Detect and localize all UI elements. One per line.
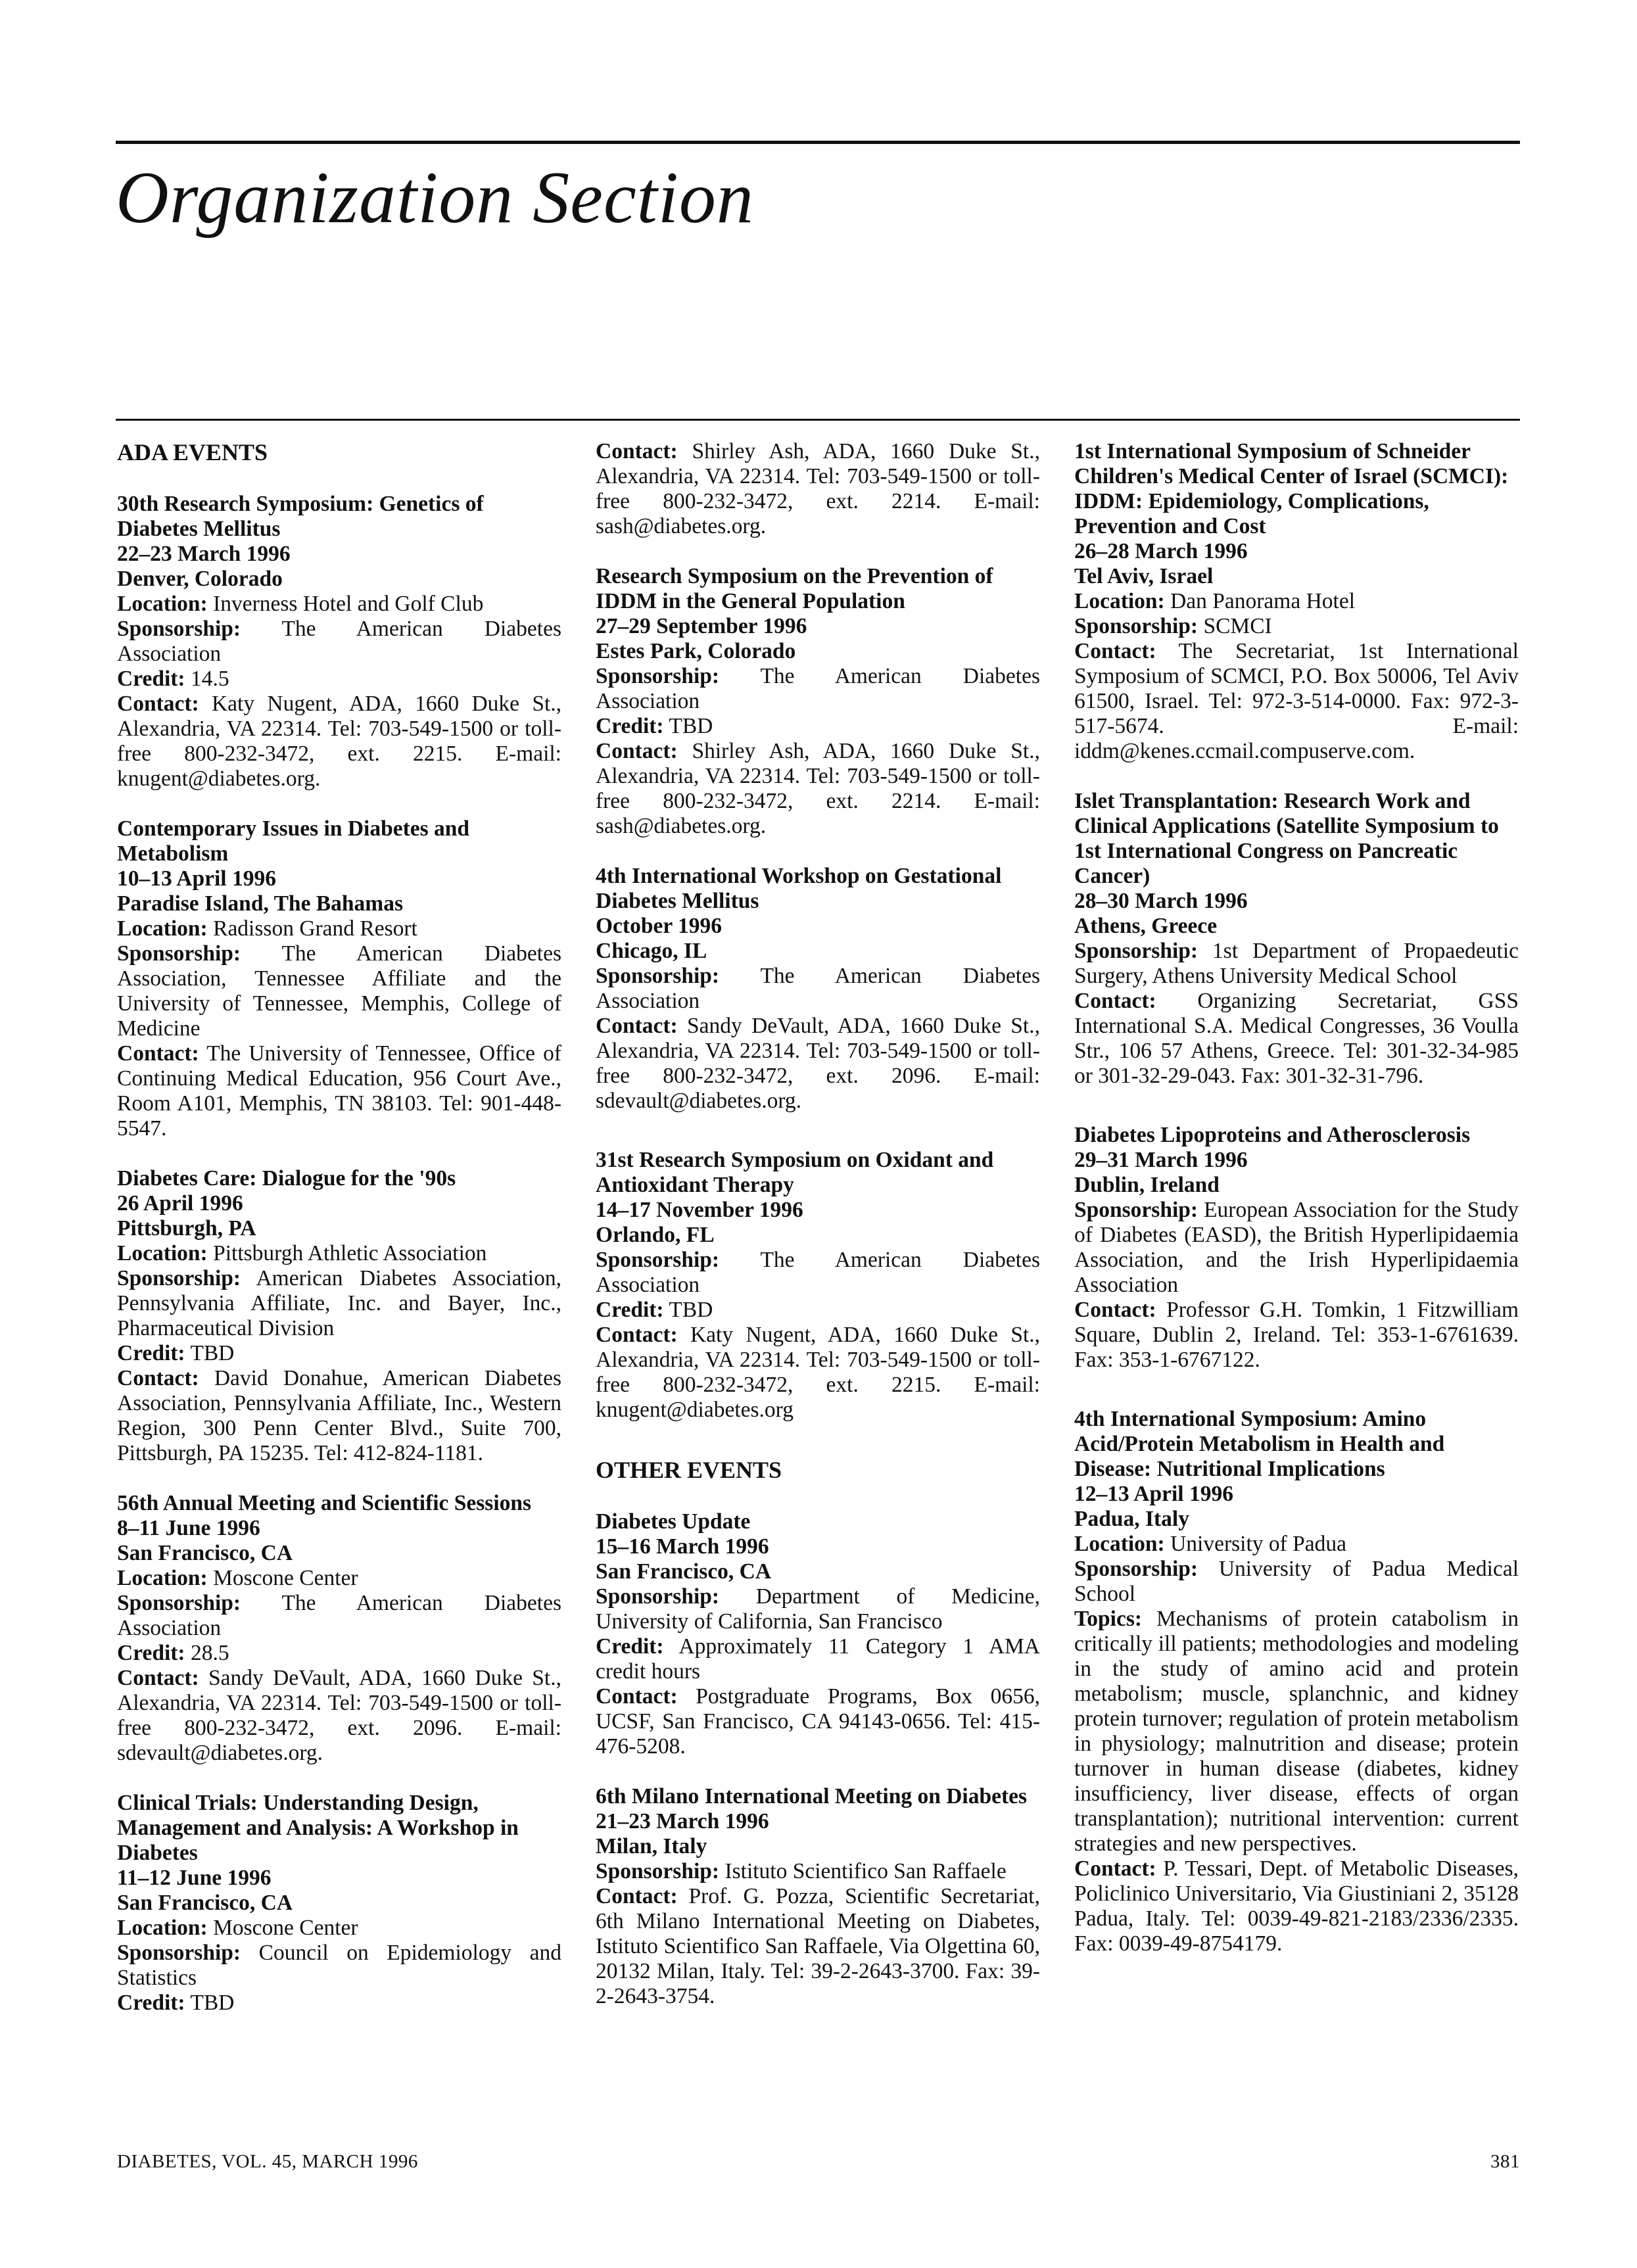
field-value: Radisson Grand Resort bbox=[213, 916, 417, 941]
event-place: Padua, Italy bbox=[1074, 1507, 1189, 1531]
event-title: Diabetes Care: Dialogue for the '90s bbox=[117, 1166, 456, 1191]
event-field bbox=[1074, 1298, 1519, 1373]
field-label: Contact: bbox=[596, 439, 678, 463]
event-title: 6th Milano International Meeting on Diabetes bbox=[596, 1784, 1028, 1808]
event-entry bbox=[596, 564, 1040, 839]
field-label: Sponsorship: bbox=[596, 664, 720, 688]
field-label: Location: bbox=[117, 916, 208, 941]
field-label: Location: bbox=[117, 1916, 208, 1940]
field-value: Moscone Center bbox=[213, 1916, 358, 1940]
event-title: 30th Research Symposium: Genetics of Diabetes Mellitus bbox=[117, 492, 484, 541]
field-value: TBD bbox=[190, 1341, 235, 1365]
field-value: The American Diabetes Association bbox=[596, 664, 1040, 713]
event-field bbox=[117, 1941, 561, 1991]
event-title: Islet Transplantation: Research Work and Clinical Applications (Satellite Symposium to 1st International Congress on Pancreatic Cancer) bbox=[1074, 789, 1499, 888]
event-date: 27–29 September 1996 bbox=[596, 614, 807, 638]
field-value: TBD bbox=[669, 714, 713, 738]
field-value: Shirley Ash, ADA, 1660 Duke St., Alexandria, VA 22314. Tel: 703-549-1500 or toll-free 800-232-3472, ext. 2214. E-mail: sash@diabetes.org. bbox=[596, 439, 1040, 538]
event-field bbox=[1074, 939, 1519, 989]
field-value: SCMCI bbox=[1203, 614, 1272, 638]
event-field bbox=[117, 1916, 561, 1941]
event-date: October 1996 bbox=[596, 914, 722, 938]
field-label: Credit: bbox=[117, 667, 185, 691]
event-field bbox=[596, 1684, 1040, 1759]
field-value: Council on Epidemiology and Statistics bbox=[117, 1941, 561, 1990]
field-value: TBD bbox=[190, 1991, 235, 2015]
event-entry bbox=[117, 492, 561, 791]
event-entry bbox=[1074, 1407, 1519, 1956]
field-value: University of Padua bbox=[1170, 1532, 1347, 1556]
field-label: Sponsorship: bbox=[1074, 1557, 1198, 1581]
field-value: University of Padua Medical School bbox=[1074, 1557, 1519, 1606]
event-field bbox=[596, 1248, 1040, 1298]
event-place: Estes Park, Colorado bbox=[596, 639, 796, 663]
field-value: 28.5 bbox=[190, 1641, 229, 1665]
column-3 bbox=[1074, 439, 1519, 1981]
field-value: Istituto Scientifico San Raffaele bbox=[724, 1859, 1007, 1883]
field-value: The American Diabetes Association, Tennessee Affiliate and the University of Tennessee, Memphis, College of Medicine bbox=[117, 941, 561, 1041]
field-label: Contact: bbox=[117, 1041, 199, 1066]
event-date: 11–12 June 1996 bbox=[117, 1866, 272, 1890]
field-label: Sponsorship: bbox=[596, 1859, 720, 1883]
field-value: Moscone Center bbox=[213, 1566, 358, 1590]
top-rule bbox=[116, 141, 1520, 144]
event-title: 4th International Workshop on Gestational Diabetes Mellitus bbox=[596, 864, 1002, 913]
field-value: Inverness Hotel and Golf Club bbox=[213, 592, 484, 616]
footer-journal: DIABETES, VOL. 45, MARCH 1996 bbox=[117, 2151, 418, 2172]
field-label: Credit: bbox=[596, 1634, 664, 1659]
event-title: Diabetes Lipoproteins and Atherosclerosis bbox=[1074, 1123, 1471, 1147]
event-title: 1st International Symposium of Schneider Children's Medical Center of Israel (SCMCI): IDDM: Epidemiology, Complications, Prevention and Cost bbox=[1074, 439, 1509, 538]
field-value: 1st Department of Propaedeutic Surgery, Athens University Medical School bbox=[1074, 939, 1519, 988]
field-value: Sandy DeVault, ADA, 1660 Duke St., Alexandria, VA 22314. Tel: 703-549-1500 or toll-free 800-232-3472, ext. 2096. E-mail: sdevault@diabetes.org. bbox=[117, 1666, 561, 1765]
event-place: San Francisco, CA bbox=[117, 1541, 293, 1565]
event-field bbox=[596, 1634, 1040, 1684]
event-entry bbox=[1074, 789, 1519, 1089]
field-label: Contact: bbox=[1074, 639, 1156, 663]
field-value: Shirley Ash, ADA, 1660 Duke St., Alexandria, VA 22314. Tel: 703-549-1500 or toll-free 800-232-3472, ext. 2214. E-mail: sash@diabetes.org. bbox=[596, 739, 1040, 838]
event-field bbox=[117, 592, 561, 617]
event-field bbox=[117, 692, 561, 791]
event-field bbox=[1074, 614, 1519, 639]
event-field bbox=[117, 1041, 561, 1141]
field-value: Sandy DeVault, ADA, 1660 Duke St., Alexandria, VA 22314. Tel: 703-549-1500 or toll-free 800-232-3472, ext. 2096. E-mail: sdevault@diabetes.org. bbox=[596, 1014, 1040, 1113]
event-field bbox=[596, 439, 1040, 539]
field-value: Katy Nugent, ADA, 1660 Duke St., Alexandria, VA 22314. Tel: 703-549-1500 or toll-free 800-232-3472, ext. 2215. E-mail: knugent@diabetes.org bbox=[596, 1323, 1041, 1422]
event-field bbox=[1074, 1856, 1519, 1956]
event-field bbox=[1074, 589, 1519, 614]
page-number: 381 bbox=[1490, 2151, 1520, 2172]
field-label: Credit: bbox=[117, 1991, 185, 2015]
field-label: Sponsorship: bbox=[117, 617, 241, 641]
field-value: The American Diabetes Association bbox=[117, 1591, 561, 1640]
field-value: David Donahue, American Diabetes Association, Pennsylvania Affiliate, Inc., Western Region, 300 Penn Center Blvd., Suite 700, Pittsburgh, PA 15235. Tel: 412-824-1181. bbox=[117, 1366, 561, 1465]
field-label: Sponsorship: bbox=[117, 941, 241, 966]
event-date: 22–23 March 1996 bbox=[117, 542, 291, 566]
field-value: The American Diabetes Association bbox=[596, 1248, 1040, 1297]
field-label: Contact: bbox=[596, 1684, 678, 1709]
column-1 bbox=[117, 439, 561, 2041]
event-title: Clinical Trials: Understanding Design, Management and Analysis: A Workshop in Diabetes bbox=[117, 1791, 519, 1865]
field-label: Contact: bbox=[596, 1884, 678, 1908]
event-place: San Francisco, CA bbox=[117, 1891, 293, 1915]
event-entry bbox=[596, 439, 1040, 539]
page-title: Organization Section bbox=[116, 157, 754, 239]
event-field bbox=[117, 1266, 561, 1341]
field-value: TBD bbox=[669, 1298, 713, 1322]
event-title: Diabetes Update bbox=[596, 1509, 751, 1534]
event-field bbox=[117, 1566, 561, 1591]
event-field bbox=[1074, 639, 1519, 764]
field-label: Contact: bbox=[596, 739, 678, 763]
event-field bbox=[117, 1341, 561, 1366]
field-value: Professor G.H. Tomkin, 1 Fitzwilliam Square, Dublin 2, Ireland. Tel: 353-1-6761639. Fax: 353-1-6767122. bbox=[1074, 1298, 1519, 1372]
field-label: Credit: bbox=[596, 714, 664, 738]
event-date: 14–17 November 1996 bbox=[596, 1198, 803, 1222]
event-field bbox=[596, 964, 1040, 1014]
event-title: 4th International Symposium: Amino Acid/Protein Metabolism in Health and Disease: Nutritional Implications bbox=[1074, 1407, 1445, 1481]
field-label: Credit: bbox=[117, 1341, 185, 1365]
field-value: Department of Medicine, University of California, San Francisco bbox=[596, 1584, 1040, 1634]
section-rule bbox=[116, 419, 1520, 421]
field-label: Sponsorship: bbox=[596, 964, 720, 988]
event-field bbox=[117, 1241, 561, 1266]
event-place: Pittsburgh, PA bbox=[117, 1216, 256, 1240]
event-entry bbox=[117, 1166, 561, 1466]
field-value: The University of Tennessee, Office of Continuing Medical Education, 956 Court Ave., Room A101, Memphis, TN 38103. Tel: 901-448-5547. bbox=[117, 1041, 561, 1141]
event-field bbox=[117, 1991, 561, 2016]
field-label: Sponsorship: bbox=[117, 1941, 241, 1965]
event-field bbox=[1074, 1532, 1519, 1557]
field-value: Katy Nugent, ADA, 1660 Duke St., Alexandria, VA 22314. Tel: 703-549-1500 or toll-free 800-232-3472, ext. 2215. E-mail: knugent@diabetes.org. bbox=[117, 692, 562, 791]
event-date: 29–31 March 1996 bbox=[1074, 1148, 1248, 1172]
field-value: Organizing Secretariat, GSS International S.A. Medical Congresses, 36 Voulla Str., 106 57 Athens, Greece. Tel: 301-32-34-985 or 301-32-29-043. Fax: 301-32-31-796. bbox=[1074, 989, 1519, 1088]
field-label: Location: bbox=[117, 1566, 208, 1590]
event-field bbox=[596, 664, 1040, 714]
field-label: Location: bbox=[117, 1241, 208, 1265]
field-value: Pittsburgh Athletic Association bbox=[213, 1241, 487, 1265]
field-label: Sponsorship: bbox=[1074, 939, 1198, 963]
field-label: Sponsorship: bbox=[117, 1591, 241, 1615]
event-field bbox=[117, 916, 561, 941]
event-title: 56th Annual Meeting and Scientific Sessions bbox=[117, 1491, 532, 1515]
event-date: 28–30 March 1996 bbox=[1074, 889, 1248, 913]
field-value: The American Diabetes Association bbox=[117, 617, 561, 666]
event-entry bbox=[596, 1509, 1040, 1759]
field-label: Location: bbox=[117, 592, 208, 616]
event-field bbox=[596, 1859, 1040, 1884]
field-value: American Diabetes Association, Pennsylvania Affiliate, Inc. and Bayer, Inc., Pharmaceutical Division bbox=[117, 1266, 561, 1340]
field-value: Prof. G. Pozza, Scientific Secretariat, 6th Milano International Meeting on Diabetes, Istituto Scientifico San Raffaele, Via Olgettina 60, 20132 Milan, Italy. Tel: 39-2-2643-3700. Fax: 39-2-2643-3754. bbox=[596, 1884, 1040, 2008]
event-entry bbox=[1074, 1123, 1519, 1373]
event-field bbox=[1074, 989, 1519, 1089]
field-value: Dan Panorama Hotel bbox=[1170, 589, 1356, 613]
field-label: Contact: bbox=[1074, 1298, 1156, 1322]
field-label: Location: bbox=[1074, 1532, 1165, 1556]
field-label: Sponsorship: bbox=[596, 1248, 720, 1272]
event-field bbox=[117, 1641, 561, 1666]
field-label: Contact: bbox=[1074, 989, 1156, 1013]
event-field bbox=[1074, 1198, 1519, 1298]
event-field bbox=[596, 1298, 1040, 1323]
event-place: Paradise Island, The Bahamas bbox=[117, 891, 403, 916]
event-field bbox=[1074, 1557, 1519, 1607]
event-place: Chicago, IL bbox=[596, 939, 707, 963]
event-field bbox=[117, 667, 561, 692]
event-place: Dublin, Ireland bbox=[1074, 1173, 1220, 1197]
field-label: Credit: bbox=[117, 1641, 185, 1665]
field-value: Mechanisms of protein catabolism in critically ill patients; methodologies and modeling in the study of amino acid and protein metabolism; muscle, splanchnic, and kidney protein turnover; regulation of protein metabolism in physiology; malnutrition and disease; protein turnover in human disease (diabetes, kidney insufficiency, liver disease, effects of organ transplantation); nutritional intervention: current strategies and new perspectives. bbox=[1074, 1607, 1519, 1856]
event-field bbox=[596, 1323, 1040, 1423]
event-field bbox=[1074, 1607, 1519, 1856]
field-value: Approximately 11 Category 1 AMA credit hours bbox=[596, 1634, 1040, 1684]
event-place: Denver, Colorado bbox=[117, 567, 283, 591]
event-entry bbox=[117, 816, 561, 1141]
event-field bbox=[596, 1014, 1040, 1114]
event-entry bbox=[596, 1148, 1040, 1423]
event-field bbox=[117, 1366, 561, 1466]
event-entry bbox=[596, 864, 1040, 1114]
event-place: San Francisco, CA bbox=[596, 1559, 772, 1584]
event-field bbox=[596, 739, 1040, 839]
event-date: 26 April 1996 bbox=[117, 1191, 243, 1216]
event-place: Athens, Greece bbox=[1074, 914, 1218, 938]
field-label: Contact: bbox=[117, 1366, 199, 1390]
event-date: 26–28 March 1996 bbox=[1074, 539, 1248, 563]
field-value: European Association for the Study of Diabetes (EASD), the British Hyperlipidaemia Association, and the Irish Hyperlipidaemia Association bbox=[1074, 1198, 1519, 1297]
field-value: The American Diabetes Association bbox=[596, 964, 1040, 1013]
field-label: Topics: bbox=[1074, 1607, 1143, 1631]
event-date: 15–16 March 1996 bbox=[596, 1534, 769, 1559]
event-place: Orlando, FL bbox=[596, 1223, 715, 1247]
event-place: Milan, Italy bbox=[596, 1834, 707, 1858]
event-date: 21–23 March 1996 bbox=[596, 1809, 769, 1833]
event-title: 31st Research Symposium on Oxidant and Antioxidant Therapy bbox=[596, 1148, 994, 1197]
event-entry bbox=[1074, 439, 1519, 764]
event-field bbox=[596, 1884, 1040, 2009]
field-value: 14.5 bbox=[190, 667, 229, 691]
event-field bbox=[117, 941, 561, 1041]
event-place: Tel Aviv, Israel bbox=[1074, 564, 1214, 588]
event-title: Research Symposium on the Prevention of IDDM in the General Population bbox=[596, 564, 993, 613]
event-entry bbox=[117, 1491, 561, 1766]
field-label: Contact: bbox=[117, 692, 199, 716]
field-label: Sponsorship: bbox=[117, 1266, 241, 1290]
field-label: Location: bbox=[1074, 589, 1165, 613]
column-2 bbox=[596, 439, 1040, 2034]
event-field bbox=[117, 1666, 561, 1766]
field-label: Contact: bbox=[117, 1666, 199, 1690]
field-label: Sponsorship: bbox=[1074, 614, 1198, 638]
event-entry bbox=[117, 1791, 561, 2016]
field-label: Sponsorship: bbox=[1074, 1198, 1198, 1222]
event-field bbox=[596, 1584, 1040, 1634]
event-field bbox=[117, 1591, 561, 1641]
field-value: Postgraduate Programs, Box 0656, UCSF, San Francisco, CA 94143-0656. Tel: 415-476-5208. bbox=[596, 1684, 1041, 1759]
event-title: Contemporary Issues in Diabetes and Metabolism bbox=[117, 816, 470, 866]
field-value: The Secretariat, 1st International Symposium of SCMCI, P.O. Box 50006, Tel Aviv 61500, Israel. Tel: 972-3-514-0000. Fax: 972-3-517-5674. E-mail: iddm@kenes.ccmail.compuserve.com. bbox=[1074, 639, 1519, 763]
field-label: Sponsorship: bbox=[596, 1584, 720, 1609]
field-label: Contact: bbox=[596, 1014, 678, 1038]
event-field bbox=[117, 617, 561, 667]
section-heading: ADA EVENTS bbox=[117, 439, 268, 465]
field-label: Contact: bbox=[1074, 1856, 1156, 1881]
field-label: Credit: bbox=[596, 1298, 664, 1322]
field-value: P. Tessari, Dept. of Metabolic Diseases, Policlinico Universitario, Via Giustiniani 2, 35128 Padua, Italy. Tel: 0039-49-821-2183/2336/2335. Fax: 0039-49-8754179. bbox=[1074, 1856, 1519, 1956]
event-field bbox=[596, 714, 1040, 739]
section-heading: OTHER EVENTS bbox=[596, 1457, 782, 1483]
event-date: 12–13 April 1996 bbox=[1074, 1482, 1233, 1506]
field-label: Contact: bbox=[596, 1323, 678, 1347]
event-date: 10–13 April 1996 bbox=[117, 866, 276, 891]
event-date: 8–11 June 1996 bbox=[117, 1516, 260, 1540]
event-entry bbox=[596, 1784, 1040, 2009]
